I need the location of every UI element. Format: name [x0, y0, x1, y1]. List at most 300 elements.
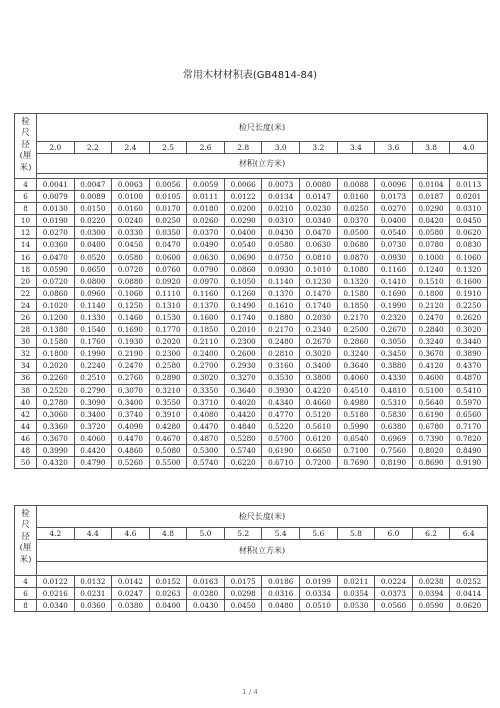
volume-cell: 0.0970 [187, 275, 225, 287]
volume-cell: 0.1320 [450, 263, 488, 275]
volume-cell: 0.0122 [37, 576, 75, 588]
volume-cell: 0.3710 [187, 396, 225, 408]
volume-cell: 0.4810 [375, 384, 413, 396]
volume-cell: 0.0360 [37, 239, 75, 251]
volume-cell: 0.1850 [337, 299, 375, 311]
table-row [15, 324, 488, 336]
table-row [15, 408, 488, 420]
volume-cell: 0.5260 [112, 457, 150, 469]
diameter-cell: 20 [15, 275, 37, 287]
volume-cell: 0.6220 [224, 457, 262, 469]
volume-cell: 0.1990 [74, 348, 112, 360]
volume-cell: 0.2780 [37, 396, 75, 408]
volume-cell: 0.0152 [149, 576, 187, 588]
volume-cell: 0.6710 [262, 457, 300, 469]
volume-cell: 0.3440 [450, 336, 488, 348]
volume-cell: 0.0200 [224, 203, 262, 215]
volume-cell: 0.2030 [300, 312, 338, 324]
length-cell: 6.2 [412, 528, 450, 540]
volume-cell: 0.0373 [375, 588, 413, 600]
volume-cell: 0.2930 [224, 360, 262, 372]
volume-cell: 0.4090 [112, 420, 150, 432]
volume-cell: 0.5220 [262, 420, 300, 432]
volume-cell: 0.4120 [412, 360, 450, 372]
length-cell: 3.4 [337, 142, 375, 154]
volume-cell: 0.4080 [187, 408, 225, 420]
diameter-cell: 46 [15, 432, 37, 444]
volume-cell: 0.0111 [187, 191, 225, 203]
length-cell: 3.8 [412, 142, 450, 154]
volume-cell: 0.1470 [300, 287, 338, 299]
volume-cell: 0.0580 [112, 251, 150, 263]
volume-cell: 0.2670 [375, 324, 413, 336]
volume-cell: 0.6650 [300, 445, 338, 457]
volume-cell: 0.0490 [187, 239, 225, 251]
volume-cell: 0.1020 [37, 299, 75, 311]
volume-cell: 0.1060 [450, 251, 488, 263]
volume-cell: 0.3550 [149, 396, 187, 408]
table-row [15, 457, 488, 469]
volume-cell: 0.7690 [337, 457, 375, 469]
volume-cell: 0.0500 [337, 227, 375, 239]
spacer-row [37, 562, 488, 576]
volume-cell: 0.4420 [74, 445, 112, 457]
length-cell: 2.4 [112, 142, 150, 154]
volume-cell: 0.2020 [149, 336, 187, 348]
volume-cell: 0.1850 [187, 324, 225, 336]
diameter-cell: 50 [15, 457, 37, 469]
volume-cell: 0.0510 [300, 600, 338, 612]
volume-cell: 0.4510 [337, 384, 375, 396]
volume-cell: 0.3360 [37, 420, 75, 432]
volume-cell: 0.0470 [300, 227, 338, 239]
table-row [15, 239, 488, 251]
table-row [15, 348, 488, 360]
volume-cell: 0.5990 [337, 420, 375, 432]
volume-cell: 0.4870 [450, 372, 488, 384]
volume-cell: 0.2120 [412, 299, 450, 311]
volume-cell: 0.1110 [149, 287, 187, 299]
volume-cell: 0.0310 [262, 215, 300, 227]
volume-cell: 0.0199 [300, 576, 338, 588]
diameter-cell: 14 [15, 239, 37, 251]
table-row [15, 287, 488, 299]
volume-cell: 0.0270 [375, 203, 413, 215]
volume-cell: 0.5120 [300, 408, 338, 420]
diameter-cell: 18 [15, 263, 37, 275]
volume-cell: 0.0240 [112, 215, 150, 227]
volume-cell: 0.0810 [300, 251, 338, 263]
volume-cell: 0.1530 [149, 312, 187, 324]
volume-cell: 0.4840 [224, 420, 262, 432]
volume-cell: 0.3400 [112, 396, 150, 408]
volume-cell: 0.4980 [337, 396, 375, 408]
volume-cell: 0.3240 [412, 336, 450, 348]
volume-cell: 0.0400 [375, 215, 413, 227]
length-cell: 4.0 [450, 142, 488, 154]
volume-cell: 0.0088 [337, 179, 375, 191]
volume-cell: 0.0590 [37, 263, 75, 275]
diameter-cell: 40 [15, 396, 37, 408]
volume-cell: 0.2790 [74, 384, 112, 396]
volume-cell: 0.4870 [187, 432, 225, 444]
volume-cell: 0.0220 [74, 215, 112, 227]
volume-cell: 0.1160 [375, 263, 413, 275]
volume-cell: 0.5500 [149, 457, 187, 469]
volume-cell: 0.0290 [224, 215, 262, 227]
volume-cell: 0.1200 [37, 312, 75, 324]
table-row [15, 251, 488, 263]
volume-cell: 0.4330 [375, 372, 413, 384]
volume-cell: 0.1230 [300, 275, 338, 287]
volume-cell: 0.1800 [37, 348, 75, 360]
volume-cell: 0.0173 [375, 191, 413, 203]
volume-cell: 0.2020 [37, 360, 75, 372]
volume-cell: 0.3890 [450, 348, 488, 360]
volume-cell: 0.3720 [74, 420, 112, 432]
volume-cell: 0.8190 [375, 457, 413, 469]
volume-cell: 0.2600 [224, 348, 262, 360]
volume-cell: 0.0059 [187, 179, 225, 191]
volume-cell: 0.0340 [37, 600, 75, 612]
diameter-label: 检 尺 径 (厘 米) [15, 506, 37, 576]
volume-cell: 0.0250 [149, 215, 187, 227]
volume-cell: 0.2700 [187, 360, 225, 372]
volume-cell: 0.1250 [112, 299, 150, 311]
volume-cell: 0.7560 [375, 445, 413, 457]
volume-cell: 0.2470 [412, 312, 450, 324]
volume-cell: 0.2620 [450, 312, 488, 324]
volume-cell: 0.3670 [412, 348, 450, 360]
volume-cell: 0.2860 [337, 336, 375, 348]
volume-table-1 [14, 113, 488, 469]
volume-cell: 0.0150 [74, 203, 112, 215]
table-row [15, 588, 488, 600]
diameter-cell: 6 [15, 588, 37, 600]
volume-cell: 0.3090 [74, 396, 112, 408]
volume-cell: 0.0930 [262, 263, 300, 275]
table-row [15, 432, 488, 444]
volume-cell: 0.4660 [300, 396, 338, 408]
volume-cell: 0.8490 [450, 445, 488, 457]
volume-cell: 0.3210 [149, 384, 187, 396]
table-row [15, 299, 488, 311]
volume-cell: 0.0340 [300, 215, 338, 227]
volume-cell: 0.0760 [149, 263, 187, 275]
volume-cell: 0.1260 [224, 287, 262, 299]
volume-cell: 0.0134 [262, 191, 300, 203]
volume-cell: 0.0190 [37, 215, 75, 227]
volume-cell: 0.0041 [37, 179, 75, 191]
volume-cell: 0.1580 [337, 287, 375, 299]
volume-cell: 0.0880 [112, 275, 150, 287]
volume-cell: 0.4470 [187, 420, 225, 432]
volume-cell: 0.1580 [37, 336, 75, 348]
volume-cell: 0.0680 [337, 239, 375, 251]
volume-cell: 0.2110 [187, 336, 225, 348]
volume-cell: 0.0300 [74, 227, 112, 239]
volume-cell: 0.4420 [224, 408, 262, 420]
volume-cell: 0.0400 [74, 239, 112, 251]
volume-cell: 0.6560 [450, 408, 488, 420]
volume-cell: 0.3930 [262, 384, 300, 396]
length-cell: 5.4 [262, 528, 300, 540]
diameter-cell: 28 [15, 324, 37, 336]
diameter-cell: 4 [15, 576, 37, 588]
volume-cell: 0.0830 [450, 239, 488, 251]
length-cell: 5.6 [300, 528, 338, 540]
table-row [15, 336, 488, 348]
volume-cell: 0.1990 [375, 299, 413, 311]
diameter-cell: 22 [15, 287, 37, 299]
length-header: 检尺长度(米) [37, 114, 488, 142]
volume-cell: 0.5970 [450, 396, 488, 408]
volume-cell: 0.2300 [224, 336, 262, 348]
table-row [15, 263, 488, 275]
volume-cell: 0.0450 [224, 600, 262, 612]
volume-cell: 0.0079 [37, 191, 75, 203]
volume-cell: 0.0620 [450, 227, 488, 239]
length-cell: 5.8 [337, 528, 375, 540]
volume-cell: 0.3640 [337, 360, 375, 372]
table-row [15, 203, 488, 215]
volume-cell: 0.1080 [337, 263, 375, 275]
volume-cell: 0.0470 [37, 251, 75, 263]
volume-cell: 0.0298 [224, 588, 262, 600]
volume-cell: 0.6540 [337, 432, 375, 444]
volume-cell: 0.1510 [412, 275, 450, 287]
volume-cell: 0.4600 [412, 372, 450, 384]
volume-cell: 0.8690 [412, 457, 450, 469]
volume-cell: 0.0720 [112, 263, 150, 275]
volume-cell: 0.4790 [74, 457, 112, 469]
volume-cell: 0.0394 [412, 588, 450, 600]
volume-cell: 0.4670 [149, 432, 187, 444]
volume-cell: 0.0132 [74, 576, 112, 588]
diameter-cell: 36 [15, 372, 37, 384]
volume-cell: 0.3070 [112, 384, 150, 396]
volume-cell: 0.3350 [187, 384, 225, 396]
table-row [15, 445, 488, 457]
volume-cell: 0.0211 [337, 576, 375, 588]
diameter-cell: 6 [15, 191, 37, 203]
table-row [15, 275, 488, 287]
diameter-cell: 12 [15, 227, 37, 239]
volume-cell: 0.5740 [224, 445, 262, 457]
volume-cell: 0.1740 [300, 299, 338, 311]
volume-cell: 0.5740 [187, 457, 225, 469]
volume-cell: 0.2760 [112, 372, 150, 384]
volume-cell: 0.3160 [262, 360, 300, 372]
volume-cell: 0.0530 [337, 600, 375, 612]
volume-cell: 0.1370 [187, 299, 225, 311]
diameter-cell: 24 [15, 299, 37, 311]
volume-cell: 0.3050 [375, 336, 413, 348]
table-row [15, 576, 488, 588]
volume-cell: 0.2480 [262, 336, 300, 348]
volume-cell: 0.1240 [412, 263, 450, 275]
volume-cell: 0.0380 [112, 600, 150, 612]
volume-cell: 0.1740 [224, 312, 262, 324]
volume-cell: 0.6969 [375, 432, 413, 444]
volume-cell: 0.1010 [300, 263, 338, 275]
volume-cell: 0.4060 [74, 432, 112, 444]
volume-cell: 0.0230 [300, 203, 338, 215]
volume-cell: 0.5300 [187, 445, 225, 457]
volume-cell: 0.0430 [187, 600, 225, 612]
volume-cell: 0.1690 [375, 287, 413, 299]
volume-cell: 0.0260 [187, 215, 225, 227]
diameter-cell: 30 [15, 336, 37, 348]
volume-cell: 0.1600 [450, 275, 488, 287]
volume-cell: 0.2340 [300, 324, 338, 336]
volume-cell: 0.5640 [412, 396, 450, 408]
volume-table-2 [14, 505, 488, 612]
volume-cell: 0.0870 [337, 251, 375, 263]
diameter-cell: 10 [15, 215, 37, 227]
volume-cell: 0.4470 [112, 432, 150, 444]
volume-cell: 0.0270 [37, 227, 75, 239]
volume-cell: 0.3670 [37, 432, 75, 444]
table-row [15, 312, 488, 324]
volume-cell: 0.0930 [375, 251, 413, 263]
table-row [15, 396, 488, 408]
volume-cell: 0.2470 [112, 360, 150, 372]
volume-cell: 0.4060 [337, 372, 375, 384]
volume-cell: 0.4020 [224, 396, 262, 408]
diameter-cell: 48 [15, 445, 37, 457]
volume-cell: 0.0122 [224, 191, 262, 203]
volume-cell: 0.2170 [262, 324, 300, 336]
volume-cell: 0.0142 [112, 576, 150, 588]
length-cell: 2.6 [187, 142, 225, 154]
volume-cell: 0.0520 [74, 251, 112, 263]
length-cell: 6.0 [375, 528, 413, 540]
volume-cell: 0.1460 [112, 312, 150, 324]
length-cell: 3.0 [262, 142, 300, 154]
volume-cell: 0.5100 [412, 384, 450, 396]
diameter-cell: 16 [15, 251, 37, 263]
volume-cell: 0.0163 [187, 576, 225, 588]
volume-cell: 0.0330 [112, 227, 150, 239]
volume-cell: 0.0790 [187, 263, 225, 275]
volume-cell: 0.1140 [74, 299, 112, 311]
volume-cell: 0.2810 [262, 348, 300, 360]
diameter-cell: 34 [15, 360, 37, 372]
length-cell: 2.5 [149, 142, 187, 154]
volume-cell: 0.0350 [149, 227, 187, 239]
volume-cell: 0.1760 [74, 336, 112, 348]
volume-cell: 0.2500 [337, 324, 375, 336]
volume-cell: 0.2010 [224, 324, 262, 336]
volume-cell: 0.1600 [187, 312, 225, 324]
volume-cell: 0.3640 [224, 384, 262, 396]
volume-cell: 0.0201 [450, 191, 488, 203]
volume-cell: 0.2890 [149, 372, 187, 384]
volume-cell: 0.0800 [74, 275, 112, 287]
volume-cell: 0.0316 [262, 588, 300, 600]
volume-cell: 0.0470 [149, 239, 187, 251]
volume-cell: 0.0430 [262, 227, 300, 239]
table-row [15, 600, 488, 612]
volume-cell: 0.1310 [149, 299, 187, 311]
volume-cell: 0.0920 [149, 275, 187, 287]
volume-cell: 0.5180 [337, 408, 375, 420]
volume-cell: 0.0400 [224, 227, 262, 239]
volume-cell: 0.0113 [450, 179, 488, 191]
volume-cell: 0.0650 [74, 263, 112, 275]
volume-cell: 0.7100 [337, 445, 375, 457]
volume-cell: 0.5830 [375, 408, 413, 420]
volume-cell: 0.5280 [224, 432, 262, 444]
table-row [15, 360, 488, 372]
volume-cell: 0.0252 [450, 576, 488, 588]
length-cell: 4.6 [112, 528, 150, 540]
volume-cell: 0.0280 [187, 588, 225, 600]
volume-cell: 0.2400 [187, 348, 225, 360]
volume-cell: 0.0216 [37, 588, 75, 600]
volume-cell: 0.1410 [375, 275, 413, 287]
volume-cell: 0.5080 [149, 445, 187, 457]
volume-cell: 0.2520 [37, 384, 75, 396]
volume-cell: 0.0147 [300, 191, 338, 203]
volume-cell: 0.3270 [224, 372, 262, 384]
table-row [15, 372, 488, 384]
volume-cell: 0.1330 [74, 312, 112, 324]
volume-cell: 0.2510 [74, 372, 112, 384]
volume-cell: 0.3020 [187, 372, 225, 384]
volume-cell: 0.4320 [37, 457, 75, 469]
volume-cell: 0.3400 [300, 360, 338, 372]
volume-cell: 0.0290 [412, 203, 450, 215]
diameter-cell: 44 [15, 420, 37, 432]
volume-cell: 0.4860 [112, 445, 150, 457]
volume-cell: 0.2320 [375, 312, 413, 324]
volume-header: 材积(立方米) [37, 540, 488, 562]
volume-cell: 0.3800 [300, 372, 338, 384]
volume-cell: 0.0224 [375, 576, 413, 588]
volume-cell: 0.1880 [262, 312, 300, 324]
volume-cell: 0.1910 [450, 287, 488, 299]
volume-cell: 0.1140 [262, 275, 300, 287]
volume-cell: 0.4770 [262, 408, 300, 420]
volume-cell: 0.1060 [112, 287, 150, 299]
volume-cell: 0.5410 [450, 384, 488, 396]
volume-cell: 0.4340 [262, 396, 300, 408]
length-cell: 2.8 [224, 142, 262, 154]
volume-cell: 0.1690 [112, 324, 150, 336]
diameter-cell: 32 [15, 348, 37, 360]
volume-cell: 0.2190 [112, 348, 150, 360]
volume-cell: 0.0066 [224, 179, 262, 191]
volume-cell: 0.0630 [300, 239, 338, 251]
volume-cell: 0.5310 [375, 396, 413, 408]
volume-cell: 0.2240 [74, 360, 112, 372]
length-cell: 5.2 [224, 528, 262, 540]
volume-cell: 0.1610 [262, 299, 300, 311]
volume-cell: 0.1050 [224, 275, 262, 287]
volume-cell: 0.1380 [37, 324, 75, 336]
volume-cell: 0.3060 [37, 408, 75, 420]
volume-cell: 0.1320 [337, 275, 375, 287]
length-cell: 4.4 [74, 528, 112, 540]
volume-cell: 0.3740 [112, 408, 150, 420]
volume-cell: 0.3020 [450, 324, 488, 336]
volume-cell: 0.1490 [224, 299, 262, 311]
volume-cell: 0.1370 [262, 287, 300, 299]
volume-cell: 0.1000 [412, 251, 450, 263]
volume-cell: 0.7390 [412, 432, 450, 444]
